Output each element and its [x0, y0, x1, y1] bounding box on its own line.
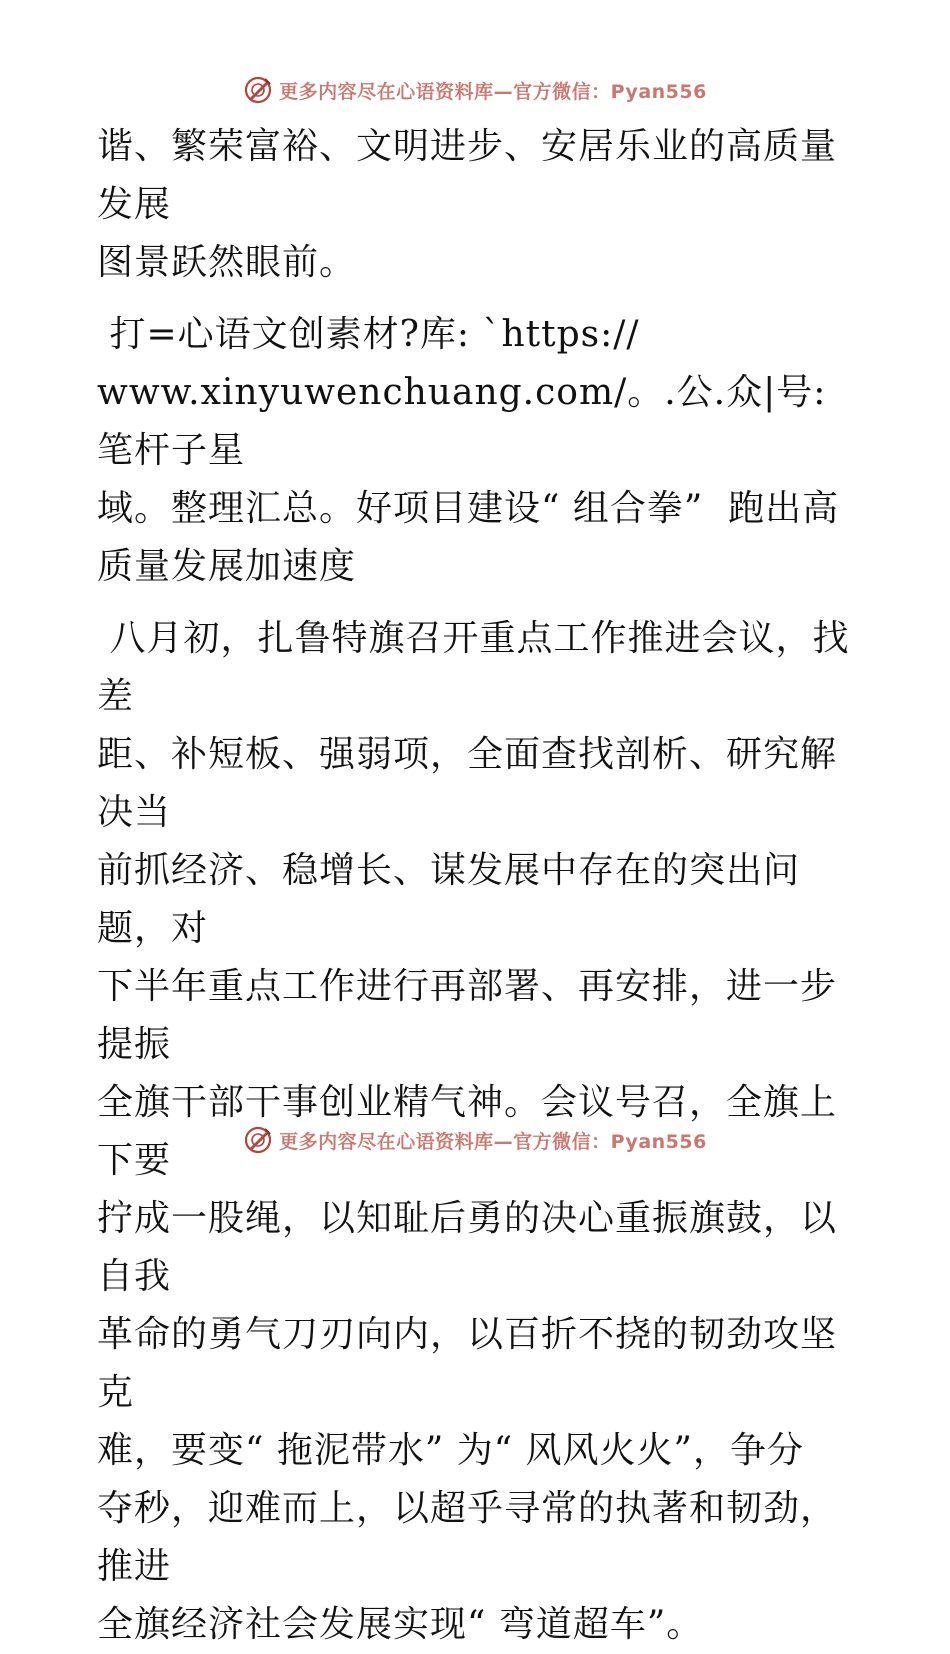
- text-line: 革命的勇气刀刃向内，以百折不挠的韧劲攻坚克: [97, 1314, 838, 1413]
- paragraph-1: [97, 118, 857, 292]
- watermark-text: 更多内容尽在心语资料库—官方微信：Pyan556: [279, 1130, 707, 1153]
- text-line: 域。整理汇总。好项目建设“ 组合拳” 跑出高: [97, 488, 840, 529]
- text-line: 质量发展加速度: [97, 546, 357, 587]
- text-line: 拧成一股绳，以知耻后勇的决心重振旗鼓，以自我: [97, 1198, 838, 1297]
- text-line: www.xinyuwenchuang.com/。.公.众|号: 笔杆子星: [97, 372, 839, 471]
- text-line: 全旗经济社会发展实现“ 弯道超车”。: [97, 1604, 704, 1645]
- text-line: 打=心语文创素材?库: `https://: [97, 314, 640, 355]
- pen-logo-icon: [243, 1125, 273, 1155]
- text-line: 难，要变“ 拖泥带水” 为“ 风风火火”，争分: [97, 1430, 804, 1471]
- document-body: [97, 118, 857, 1654]
- text-line: 全旗干部干事创业精气神。会议号召，全旗上下要: [97, 1082, 838, 1181]
- watermark-text: 更多内容尽在心语资料库—官方微信：Pyan556: [279, 80, 707, 103]
- text-line: 夺秒，迎难而上，以超乎寻常的执著和韧劲，推进: [97, 1488, 838, 1587]
- footer-watermark: [0, 1120, 950, 1160]
- text-line: 下半年重点工作进行再部署、再安排，进一步提振: [97, 966, 838, 1065]
- text-line: 图景跃然眼前。: [97, 242, 357, 283]
- header-watermark: [0, 70, 950, 110]
- text-line: 谐、繁荣富裕、文明进步、安居乐业的高质量发展: [97, 126, 838, 225]
- text-line: 前抓经济、稳增长、谋发展中存在的突出问题，对: [97, 850, 801, 949]
- paragraph-2: [97, 306, 857, 596]
- pen-logo-icon: [243, 75, 273, 105]
- text-line: 距、补短板、强弱项，全面查找剖析、研究解决当: [97, 734, 838, 833]
- text-line: 八月初，扎鲁特旗召开重点工作推进会议，找差: [97, 618, 850, 717]
